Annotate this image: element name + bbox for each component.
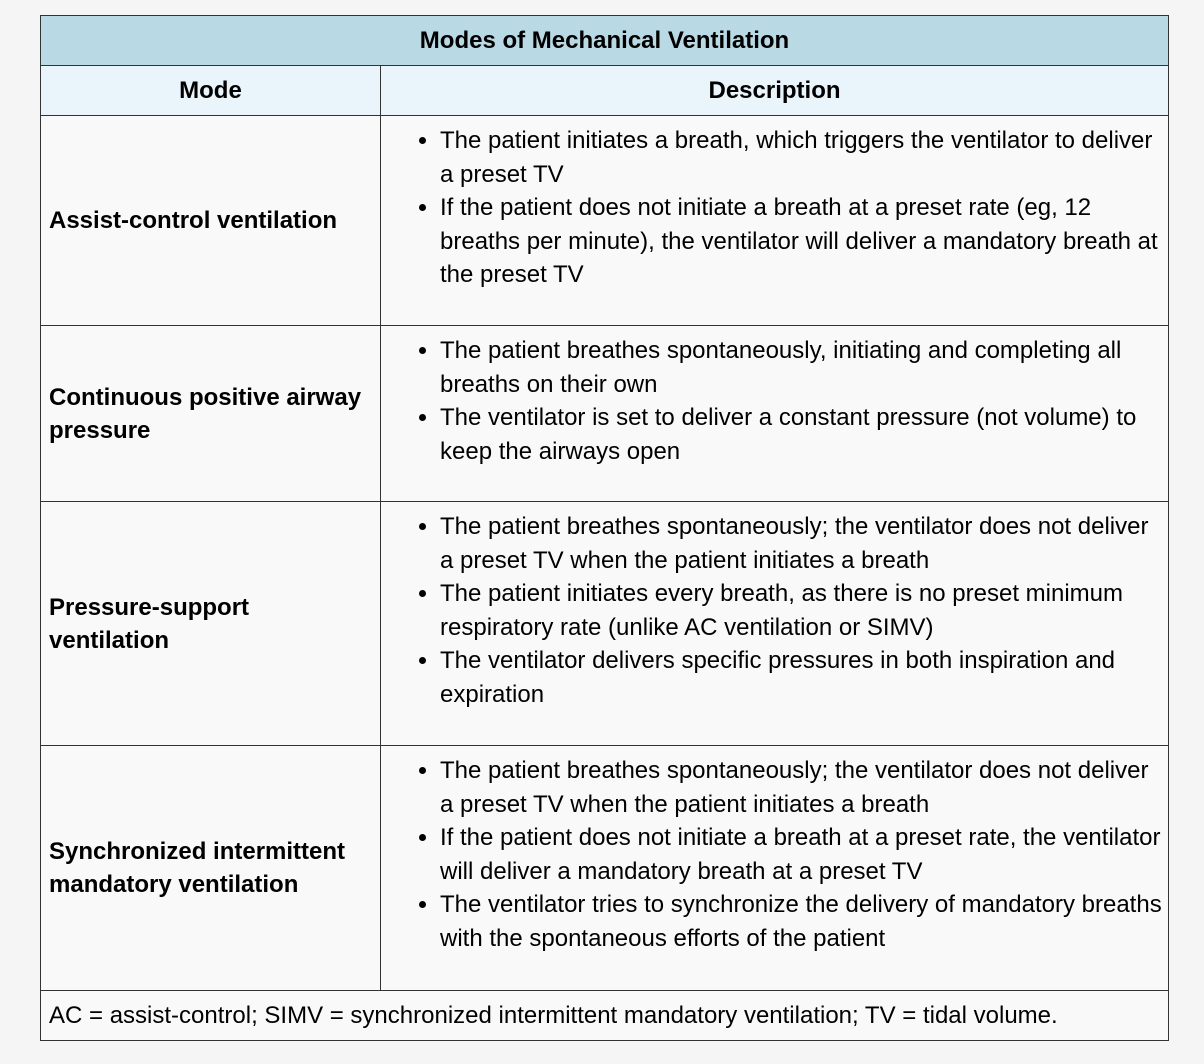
mode-cell: Synchronized intermittent mandatory ventilation <box>41 746 381 991</box>
description-bullet: • The patient breathes spontaneously, initiating and completing all breaths on their own <box>440 334 1162 401</box>
description-cell <box>381 746 1169 991</box>
table-row <box>41 746 1169 991</box>
description-cell <box>381 326 1169 502</box>
mode-cell: Continuous positive airway pressure <box>41 326 381 502</box>
description-bullet: • If the patient does not initiate a breath at a preset rate, the ventilator will deliver a mandatory breath at a preset TV <box>440 821 1162 888</box>
table-row <box>41 502 1169 746</box>
description-list <box>381 754 1162 955</box>
table-row <box>41 116 1169 326</box>
mode-cell: Assist-control ventilation <box>41 116 381 326</box>
description-list <box>381 510 1162 711</box>
description-bullet: • The patient breathes spontaneously; the ventilator does not deliver a preset TV when the patient initiates a breath <box>440 754 1162 821</box>
description-bullet: • The patient initiates a breath, which triggers the ventilator to deliver a preset TV <box>440 124 1162 191</box>
column-header-mode: Mode <box>41 66 381 116</box>
description-list <box>381 124 1162 292</box>
table-row <box>41 326 1169 502</box>
table-title: Modes of Mechanical Ventilation <box>41 16 1169 66</box>
mode-cell: Pressure-support ventilation <box>41 502 381 746</box>
description-bullet: • The ventilator is set to deliver a constant pressure (not volume) to keep the airways open <box>440 401 1162 468</box>
description-bullet: • The patient initiates every breath, as there is no preset minimum respiratory rate (unlike AC ventilation or SIMV) <box>440 577 1162 644</box>
ventilation-modes-table-container <box>40 15 1168 1041</box>
description-cell <box>381 502 1169 746</box>
table-footnote: AC = assist-control; SIMV = synchronized intermittent mandatory ventilation; TV = tidal volume. <box>41 991 1169 1041</box>
description-bullet: • The ventilator tries to synchronize the delivery of mandatory breaths with the spontaneous efforts of the patient <box>440 888 1162 955</box>
description-bullet: • If the patient does not initiate a breath at a preset rate (eg, 12 breaths per minute), the ventilator will deliver a mandatory breath at the preset TV <box>440 191 1162 292</box>
description-list <box>381 334 1162 468</box>
ventilation-modes-table <box>40 15 1169 1041</box>
description-bullet: • The patient breathes spontaneously; the ventilator does not deliver a preset TV when the patient initiates a breath <box>440 510 1162 577</box>
description-cell <box>381 116 1169 326</box>
column-header-description: Description <box>381 66 1169 116</box>
description-bullet: • The ventilator delivers specific pressures in both inspiration and expiration <box>440 644 1162 711</box>
